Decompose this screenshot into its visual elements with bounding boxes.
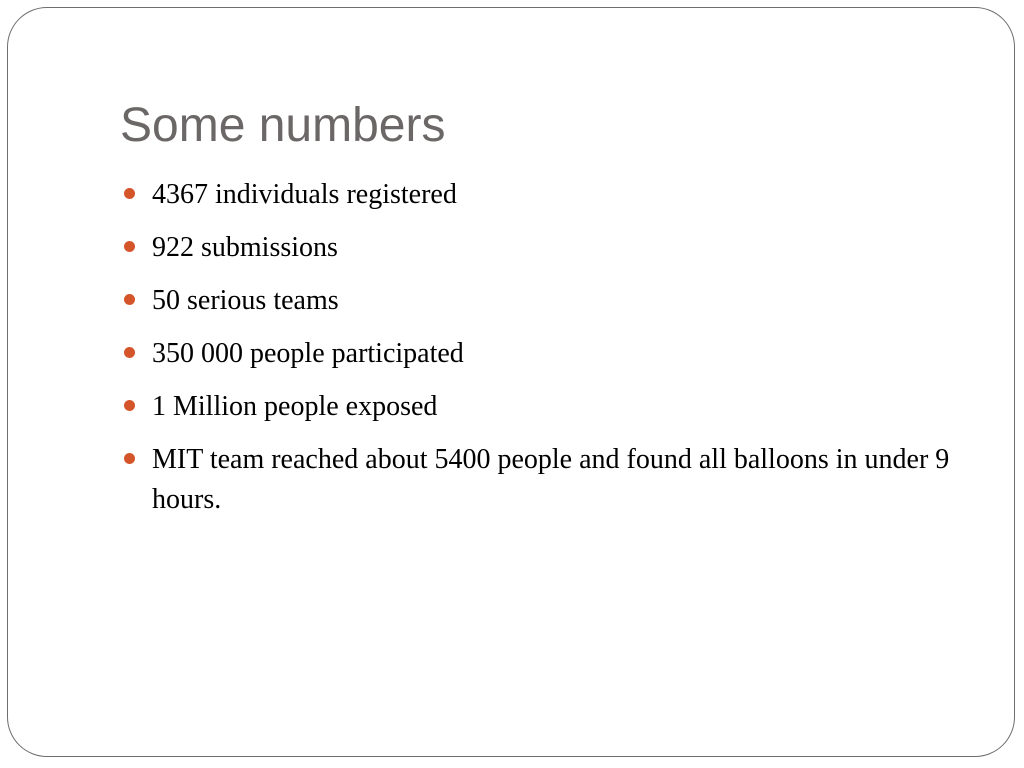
list-item bbox=[122, 334, 962, 374]
list-item bbox=[122, 387, 962, 427]
slide-frame bbox=[7, 7, 1015, 757]
bullet-text: MIT team reached about 5400 people and found all balloons in under 9 hours. bbox=[152, 444, 950, 515]
bullet-text: 50 serious teams bbox=[152, 285, 339, 316]
bullet-dot-icon bbox=[124, 347, 135, 358]
bullet-dot-icon bbox=[124, 453, 135, 464]
list-item bbox=[122, 281, 962, 321]
list-item bbox=[122, 440, 962, 520]
bullet-dot-icon bbox=[124, 188, 135, 199]
bullet-text: 1 Million people exposed bbox=[152, 391, 438, 422]
bullet-dot-icon bbox=[124, 400, 135, 411]
slide-title: Some numbers bbox=[120, 99, 446, 152]
bullet-text: 4367 individuals registered bbox=[152, 179, 457, 210]
list-item bbox=[122, 228, 962, 268]
list-item bbox=[122, 175, 962, 215]
bullet-text: 350 000 people participated bbox=[152, 338, 464, 369]
bullet-dot-icon bbox=[124, 241, 135, 252]
bullet-text: 922 submissions bbox=[152, 232, 338, 263]
bullet-dot-icon bbox=[124, 294, 135, 305]
bullet-list bbox=[122, 175, 962, 533]
